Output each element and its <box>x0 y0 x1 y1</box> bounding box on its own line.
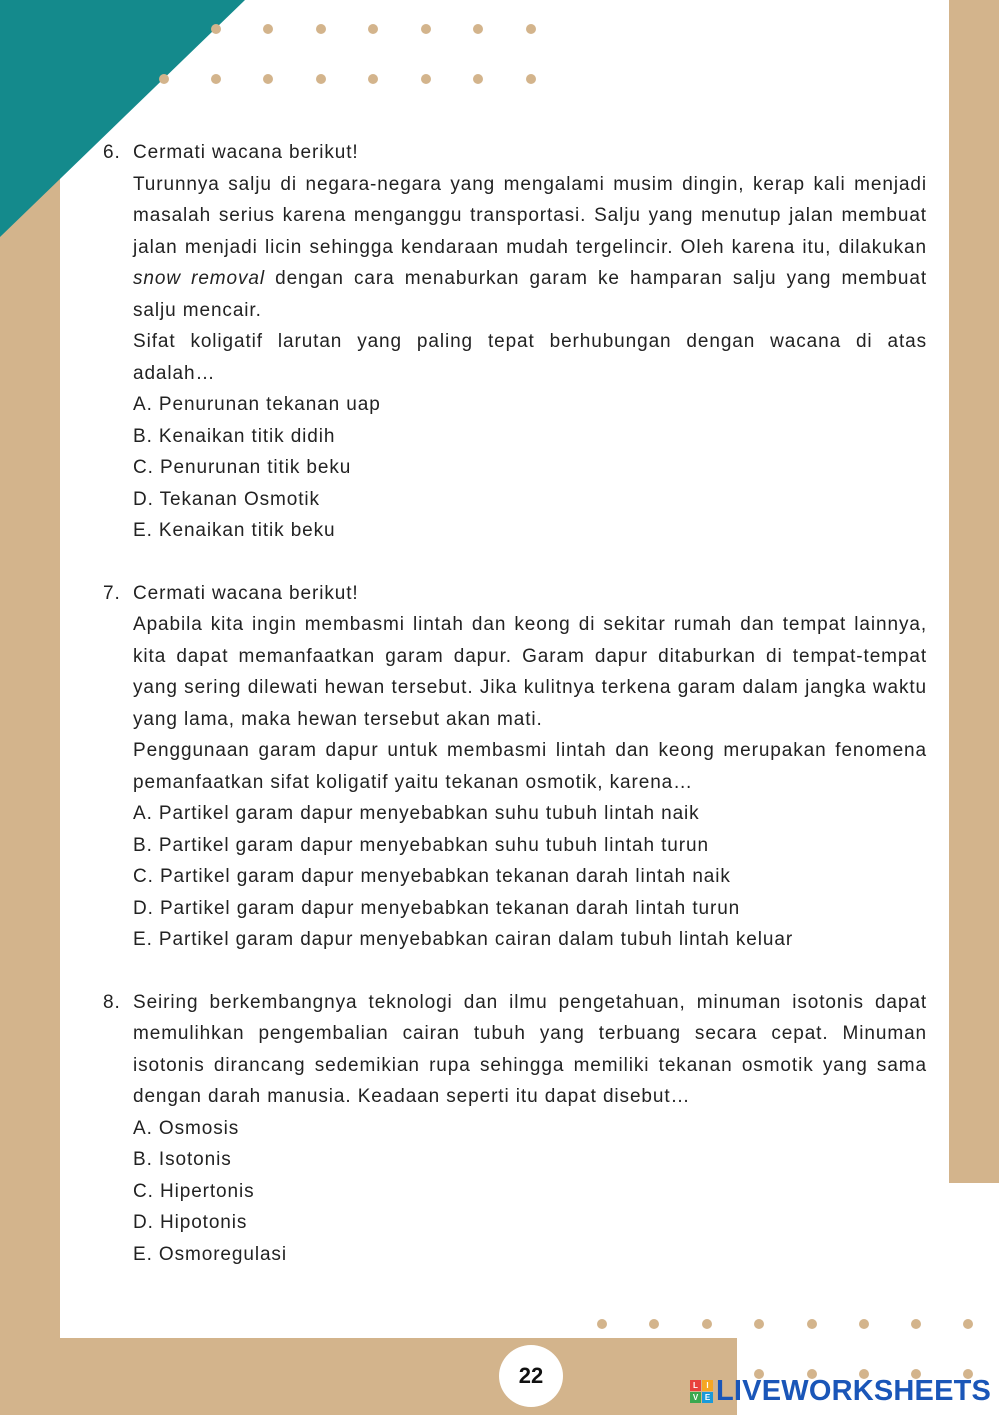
decorative-dot <box>421 24 431 34</box>
decorative-dot <box>859 1319 869 1329</box>
question-intro: Cermati wacana berikut! <box>133 582 359 604</box>
logo-mark-icon <box>690 1380 713 1403</box>
logo-wordmark: LIVEWORKSHEETS <box>716 1374 992 1407</box>
option-d[interactable]: D. Hipotonis <box>133 1212 248 1233</box>
option-c[interactable]: C. Penurunan titik beku <box>133 457 352 478</box>
logo-letter: L <box>690 1380 701 1391</box>
logo-letter: I <box>702 1380 713 1391</box>
decorative-dot <box>649 1319 659 1329</box>
question-passage: Turunnya salju di negara-negara yang mengalami musim dingin, kerap kali menjadi masalah serius karena menganggu transportasi. Salju yang menutup jalan membuat jalan menjadi licin sehingga kendaraan mudah tergelincir. Oleh karena itu, dilakukan snow removal dengan cara menaburkan garam ke hamparan salju yang membuat salju mencair. <box>133 173 927 321</box>
question-6 <box>103 137 927 547</box>
question-stem: Penggunaan garam dapur untuk membasmi lintah dan keong merupakan fenomena pemanfaatkan sifat koligatif yaitu tekanan osmotik, karena… <box>133 740 927 793</box>
question-stem: Sifat koligatif larutan yang paling tepat berhubungan dengan wacana di atas adalah… <box>133 331 927 384</box>
question-7 <box>103 578 927 956</box>
option-c[interactable]: C. Hipertonis <box>133 1180 255 1202</box>
question-intro: Cermati wacana berikut! <box>133 142 359 163</box>
option-d[interactable]: D. Partikel garam dapur menyebabkan tekanan darah lintah turun <box>133 897 741 919</box>
bottom-tan-band <box>0 1338 737 1415</box>
decorative-dot <box>159 74 169 84</box>
decorative-dot <box>421 74 431 84</box>
option-e[interactable]: E. Kenaikan titik beku <box>133 520 336 541</box>
decorative-dot <box>526 74 536 84</box>
question-stem: Seiring berkembangnya teknologi dan ilmu pengetahuan, minuman isotonis dapat memulihkan pengembalian cairan tubuh yang terbuang secara cepat. Minuman isotonis dirancang sedemikian rupa sehingga memiliki tekanan osmotik yang sama dengan darah manusia. Keadaan seperti itu dapat disebut… <box>133 991 927 1107</box>
decorative-dot <box>702 1319 712 1329</box>
option-b[interactable]: B. Kenaikan titik didih <box>133 425 336 447</box>
question-number: 7. <box>103 582 121 604</box>
question-gap <box>103 956 927 987</box>
decorative-dot <box>911 1319 921 1329</box>
decorative-dot <box>316 24 326 34</box>
italic-term: snow removal <box>133 268 265 289</box>
option-d[interactable]: D. Tekanan Osmotik <box>133 488 320 510</box>
option-e[interactable]: E. Osmoregulasi <box>133 1243 287 1265</box>
option-a[interactable]: A. Osmosis <box>133 1117 240 1139</box>
decorative-dot <box>263 74 273 84</box>
question-number: 6. <box>103 142 121 163</box>
decorative-dot <box>807 1319 817 1329</box>
decorative-dot <box>211 24 221 34</box>
question-number: 8. <box>103 991 121 1013</box>
decorative-dot <box>754 1319 764 1329</box>
page-number-badge <box>499 1345 563 1407</box>
decorative-dot <box>316 74 326 84</box>
decorative-dot <box>526 24 536 34</box>
option-b[interactable]: B. Isotonis <box>133 1149 232 1170</box>
logo-letter: E <box>702 1392 713 1403</box>
decorative-dot <box>368 24 378 34</box>
decorative-dot <box>368 74 378 84</box>
right-tan-band <box>949 0 999 1183</box>
question-gap <box>103 547 927 578</box>
worksheet-content <box>103 137 927 1270</box>
option-a[interactable]: A. Partikel garam dapur menyebabkan suhu tubuh lintah naik <box>133 803 700 824</box>
page-number: 22 <box>518 1363 544 1388</box>
option-c[interactable]: C. Partikel garam dapur menyebabkan tekanan darah lintah naik <box>133 866 731 887</box>
question-passage: Apabila kita ingin membasmi lintah dan keong di sekitar rumah dan tempat lainnya, kita dapat memanfaatkan garam dapur. Garam dapur ditaburkan di tempat-tempat yang sering dilewati hewan tersebut. Jika kulitnya terkena garam dalam jangka waktu yang lama, maka hewan tersebut akan mati. <box>133 614 927 730</box>
decorative-dot <box>473 74 483 84</box>
decorative-dot <box>211 74 221 84</box>
decorative-dot <box>473 24 483 34</box>
logo-letter: V <box>690 1392 701 1403</box>
decorative-dot <box>963 1319 973 1329</box>
liveworksheets-logo <box>690 1374 991 1408</box>
option-e[interactable]: E. Partikel garam dapur menyebabkan cairan dalam tubuh lintah keluar <box>133 929 794 950</box>
decorative-dot <box>263 24 273 34</box>
question-8 <box>103 987 927 1271</box>
decorative-dot <box>597 1319 607 1329</box>
option-b[interactable]: B. Partikel garam dapur menyebabkan suhu tubuh lintah turun <box>133 834 709 856</box>
option-a[interactable]: A. Penurunan tekanan uap <box>133 394 381 415</box>
